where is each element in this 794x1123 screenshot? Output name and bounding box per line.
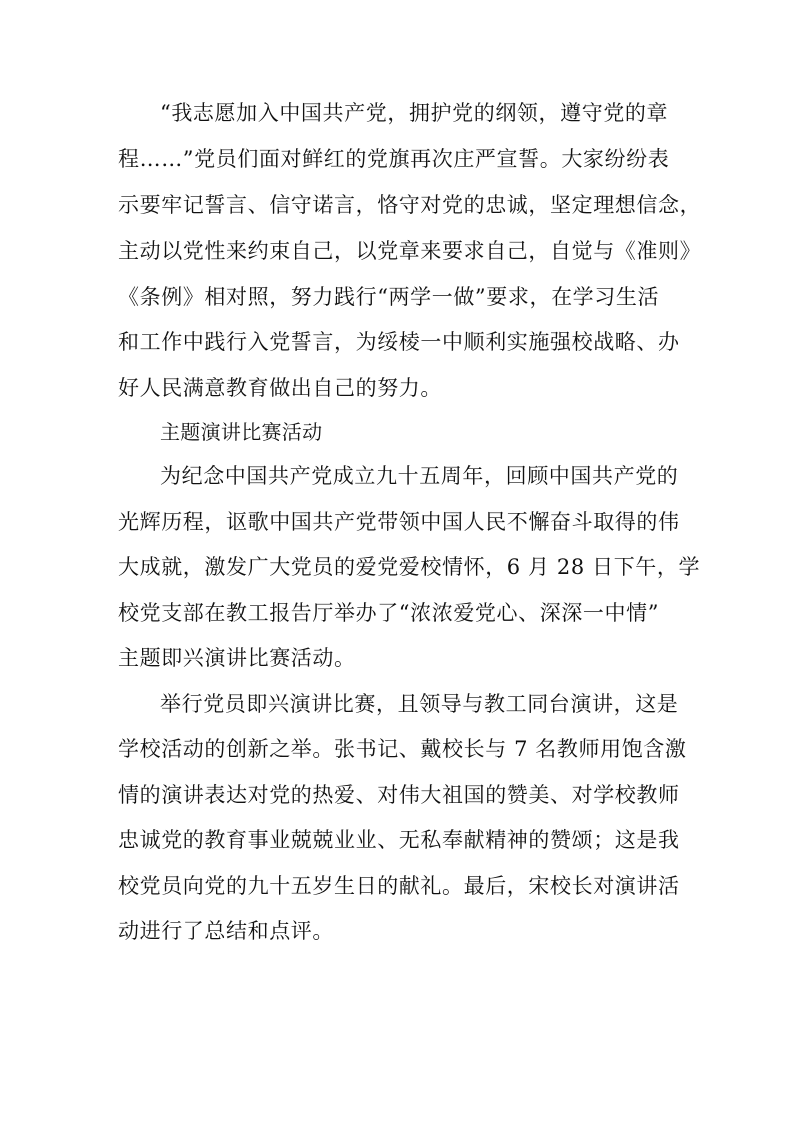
paragraph-1-line-3: 示要牢记誓言、信守诺言，恪守对党的忠诚，坚定理想信念， bbox=[118, 193, 702, 217]
paragraph-3-line-5: 校党员向党的九十五岁生日的献礼。最后，宋校长对演讲活 bbox=[118, 874, 680, 898]
paragraph-2-line-2: 光辉历程，讴歌中国共产党带领中国人民不懈奋斗取得的伟 bbox=[118, 510, 680, 534]
paragraph-1-line-7: 好人民满意教育做出自己的努力。 bbox=[118, 376, 442, 400]
paragraph-1-line-2: 程……”党员们面对鲜红的党旗再次庄严宣誓。大家纷纷表 bbox=[118, 147, 670, 171]
paragraph-1-line-5: 《条例》相对照，努力践行“两学一做”要求，在学习生活 bbox=[118, 285, 660, 309]
paragraph-3-line-6: 动进行了总结和点评。 bbox=[118, 919, 334, 943]
paragraph-2-line-5: 主题即兴演讲比赛活动。 bbox=[118, 646, 356, 670]
paragraph-3-line-1: 举行党员即兴演讲比赛，且领导与教工同台演讲，这是 bbox=[160, 692, 679, 716]
paragraph-1-line-1: “我志愿加入中国共产党，拥护党的纲领，遵守党的章 bbox=[160, 101, 669, 125]
paragraph-3-line-4: 忠诚党的教育事业兢兢业业、无私奉献精神的赞颂；这是我 bbox=[118, 828, 680, 852]
paragraph-3-line-3: 情的演讲表达对党的热爱、对伟大祖国的赞美、对学校教师 bbox=[118, 783, 680, 807]
paragraph-1-line-4: 主动以党性来约束自己，以党章来要求自己，自觉与《准则》 bbox=[118, 239, 702, 263]
paragraph-3-line-2: 学校活动的创新之举。张书记、戴校长与 7 名教师用饱含激 bbox=[118, 737, 687, 761]
paragraph-2-line-4: 校党支部在教工报告厅举办了“浓浓爱党心、深深一中情” bbox=[118, 601, 660, 625]
paragraph-1-line-6: 和工作中践行入党誓言，为绥棱一中顺利实施强校战略、办 bbox=[118, 330, 680, 354]
section-heading: 主题演讲比赛活动 bbox=[160, 420, 323, 444]
paragraph-2-line-3: 大成就，激发广大党员的爱党爱校情怀，6 月 28 日下午，学 bbox=[118, 555, 701, 579]
paragraph-2-line-1: 为纪念中国共产党成立九十五周年，回顾中国共产党的 bbox=[160, 464, 679, 488]
